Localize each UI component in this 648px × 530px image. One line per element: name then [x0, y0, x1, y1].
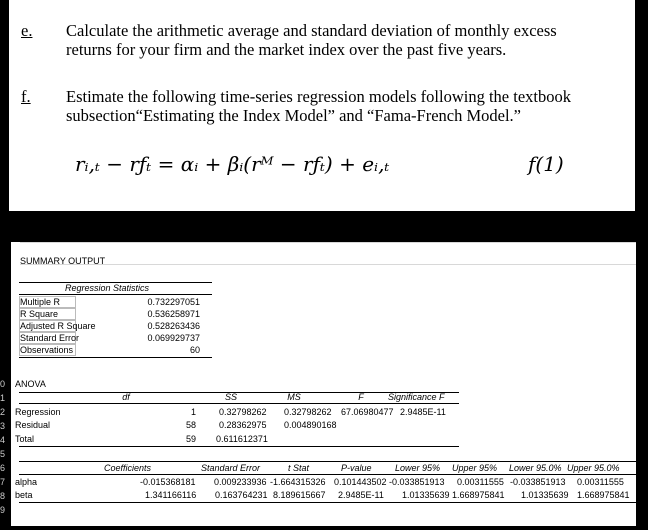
anova-header-sigf[interactable]: Significance F: [388, 392, 445, 402]
coef-header[interactable]: P-value: [341, 463, 372, 473]
item-e-line2: returns for your firm and the market index over the past five years.: [66, 40, 507, 59]
coef-value[interactable]: 0.163764231: [215, 490, 268, 500]
anova-sigf[interactable]: 2.9485E-11: [400, 407, 446, 417]
anova-f[interactable]: 67.06980477: [341, 407, 394, 417]
header-rule: [19, 294, 212, 295]
stat-label[interactable]: Adjusted R Square: [20, 321, 96, 331]
item-f-line1: Estimate the following time-series regression models following the textbook: [66, 87, 571, 106]
item-f-marker: f.: [21, 87, 31, 106]
coef-value[interactable]: 1.668975841: [452, 490, 505, 500]
table-rule: [19, 446, 459, 447]
stat-label[interactable]: Observations: [19, 344, 76, 356]
coef-header[interactable]: Standard Error: [201, 463, 261, 473]
anova-ss[interactable]: 0.611612371: [216, 434, 268, 444]
coef-value[interactable]: 1.668975841: [577, 490, 630, 500]
summary-title[interactable]: SUMMARY OUTPUT: [20, 256, 106, 266]
stat-value[interactable]: 0.069929737: [147, 333, 200, 343]
coef-value[interactable]: 1.01335639: [402, 490, 450, 500]
coef-header[interactable]: Lower 95.0%: [509, 463, 562, 473]
coef-value[interactable]: 0.00311555: [457, 477, 504, 487]
row-number: 0: [0, 379, 6, 389]
stat-label[interactable]: Multiple R: [19, 296, 76, 308]
regression-statistics-header[interactable]: Regression Statistics: [65, 283, 150, 293]
row-number: 9: [0, 505, 6, 515]
anova-header-df[interactable]: df: [122, 392, 130, 402]
anova-header-f[interactable]: F: [358, 392, 364, 402]
item-e-marker: e.: [21, 21, 33, 40]
gridline: [20, 264, 636, 265]
coef-value[interactable]: 0.00311555: [577, 477, 624, 487]
coef-value[interactable]: 0.009233936: [214, 477, 267, 487]
row-number: 5: [0, 449, 6, 459]
gridline: [20, 242, 636, 243]
header-rule: [19, 282, 212, 283]
row-number: 6: [0, 463, 6, 473]
coef-value[interactable]: 8.189615667: [273, 490, 326, 500]
coef-header[interactable]: Coefficients: [104, 463, 152, 473]
coef-header[interactable]: Upper 95%: [452, 463, 498, 473]
anova-row-label[interactable]: Residual: [15, 420, 51, 430]
anova-row-label[interactable]: Regression: [15, 407, 61, 417]
coef-row-label[interactable]: alpha: [15, 477, 38, 487]
row-number: 4: [0, 435, 6, 445]
coef-value[interactable]: 2.9485E-11: [338, 490, 384, 500]
document-page: [9, 0, 635, 211]
header-rule: [19, 474, 636, 475]
row-number: 8: [0, 491, 6, 501]
stat-value[interactable]: 0.536258971: [147, 309, 200, 319]
formula-number: f(1): [528, 152, 564, 176]
spreadsheet[interactable]: [11, 242, 636, 526]
anova-row-label[interactable]: Total: [15, 434, 35, 444]
coef-header[interactable]: Lower 95%: [395, 463, 441, 473]
coef-row-label[interactable]: beta: [15, 490, 33, 500]
row-number: 3: [0, 421, 6, 431]
header-rule: [19, 461, 636, 462]
regression-formula: rᵢ,ₜ − rƒₜ = αᵢ + βᵢ(rᴹ − rƒₜ) + eᵢ,ₜ: [75, 152, 390, 176]
coef-value[interactable]: 0.101443502: [334, 477, 387, 487]
anova-header-ss[interactable]: SS: [224, 392, 237, 402]
anova-ss[interactable]: 0.32798262: [219, 407, 267, 417]
stat-label[interactable]: Standard Error: [20, 333, 80, 343]
anova-df[interactable]: 1: [190, 407, 196, 417]
table-rule: [19, 502, 636, 503]
coef-header[interactable]: t Stat: [288, 463, 310, 473]
anova-df[interactable]: 58: [185, 420, 196, 430]
coef-value[interactable]: 1.341166116: [145, 490, 197, 500]
anova-df[interactable]: 59: [185, 434, 196, 444]
row-number: 2: [0, 407, 6, 417]
item-e-line1: Calculate the arithmetic average and standard deviation of monthly excess: [66, 21, 557, 40]
anova-title[interactable]: ANOVA: [15, 379, 46, 389]
stat-value[interactable]: 0.528263436: [147, 321, 200, 331]
stat-value[interactable]: 60: [189, 345, 200, 355]
row-number: 7: [0, 477, 6, 487]
coef-value[interactable]: -0.033851913: [510, 477, 566, 487]
coef-value[interactable]: 1.01335639: [521, 490, 569, 500]
stat-value[interactable]: 0.732297051: [147, 297, 200, 307]
item-f-line2: subsection“Estimating the Index Model” and “Fama-French Model.”: [66, 106, 521, 125]
anova-ms[interactable]: 0.004890168: [284, 420, 337, 430]
table-rule: [19, 357, 212, 358]
anova-ss[interactable]: 0.28362975: [219, 420, 267, 430]
anova-header-ms[interactable]: MS: [287, 392, 301, 402]
row-number: 1: [0, 393, 6, 403]
coef-value[interactable]: -1.664315326: [270, 477, 326, 487]
stat-label[interactable]: R Square: [19, 308, 76, 320]
coef-value[interactable]: -0.033851913: [389, 477, 445, 487]
header-rule: [19, 403, 459, 404]
anova-ms[interactable]: 0.32798262: [284, 407, 332, 417]
coef-value[interactable]: -0.015368181: [140, 477, 196, 487]
coef-header[interactable]: Upper 95.0%: [567, 463, 620, 473]
